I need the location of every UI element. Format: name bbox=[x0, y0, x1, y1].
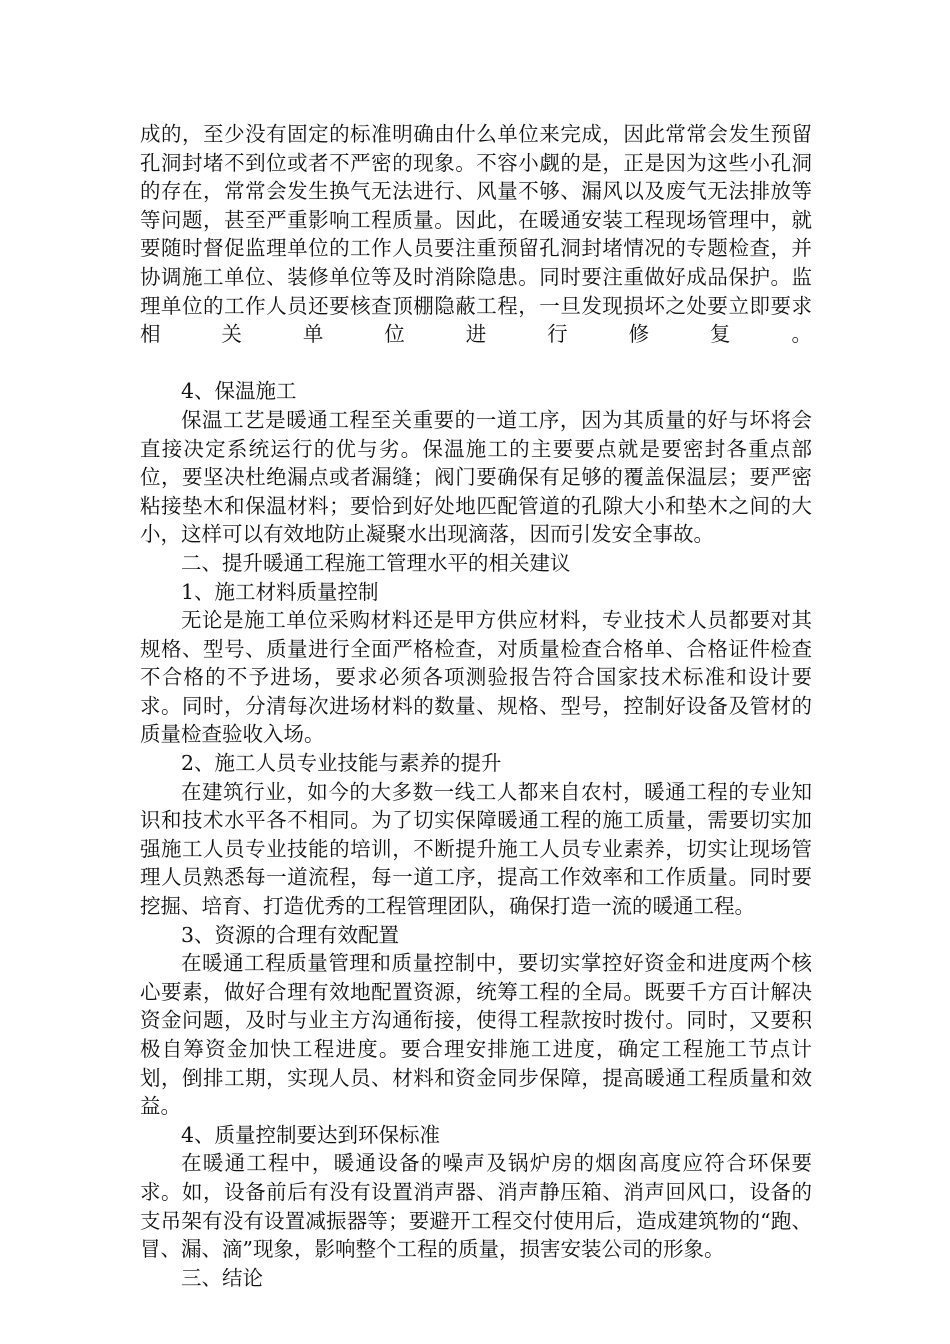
section-heading: 1、施工材料质量控制 bbox=[181, 579, 379, 604]
section-heading: 4、保温施工 bbox=[181, 379, 297, 404]
chapter-heading: 二、提升暖通工程施工管理水平的相关建议 bbox=[181, 550, 571, 575]
paragraph: 无论是施工单位采购材料还是甲方供应材料，专业技术人员都要对其规格、型号、质量进行全面严格检查，对质量检查合格单、合格证件检查不合格的不予进场，要求必须各项测验报告符合国家技术标准和设计要求。同时，分清每次进场材料的数量、规格、型号，控制好设备及管材的质量检查验收入场。 bbox=[140, 608, 812, 747]
section-heading: 4、质量控制要达到环保标准 bbox=[181, 1122, 441, 1147]
section-heading: 2、施工人员专业技能与素养的提升 bbox=[181, 751, 502, 776]
paragraph: 在暖通工程中，暖通设备的噪声及锅炉房的烟囱高度应符合环保要求。如，设备前后有没有设置消声器、消声静压箱、消声回风口，设备的支吊架有没有设置减振器等；要避开工程交付使用后，造成建筑物的“跑、冒、漏、滴”现象，影响整个工程的质量，损害安装公司的形象。 bbox=[140, 1151, 812, 1262]
document-body bbox=[140, 120, 812, 1292]
paragraph: 保温工艺是暖通工程至关重要的一道工序，因为其质量的好与坏将会直接决定系统运行的优与劣。保温施工的主要要点就是要密封各重点部位，要坚决杜绝漏点或者漏缝；阀门要确保有足够的覆盖保温层；要严密粘接垫木和保温材料；要恰到好处地匹配管道的孔隙大小和垫木之间的大小，这样可以有效地防止凝聚水出现滴落，因而引发安全事故。 bbox=[140, 407, 812, 547]
paragraph-continuation: 成的，至少没有固定的标准明确由什么单位来完成，因此常常会发生预留孔洞封堵不到位或者不严密的现象。不容小觑的是，正是因为这些小孔洞的存在，常常会发生换气无法进行、风量不够、漏风以及废气无法排放等等问题，甚至严重影响工程质量。因此，在暖通安装工程现场管理中，就要随时督促监理单位的工作人员要注重预留孔洞封堵情况的专题检查，并协调施工单位、装修单位等及时消除隐患。同时要注重做好成品保护。监理单位的工作人员还要核查顶棚隐蔽工程，一旦发现损坏之处要立即要求相关单位进行修复。 bbox=[140, 122, 812, 347]
paragraph-gap bbox=[140, 349, 812, 378]
section-heading: 3、资源的合理有效配置 bbox=[181, 922, 400, 947]
chapter-heading: 三、结论 bbox=[181, 1265, 263, 1290]
paragraph: 在建筑行业，如今的大多数一线工人都来自农村，暖通工程的专业知识和技术水平各不相同。为了切实保障暖通工程的施工质量，需要切实加强施工人员专业技能的培训，不断提升施工人员专业素养，切实让现场管理人员熟悉每一道流程，每一道工序，提高工作效率和工作质量。同时要挖掘、培育、打造优秀的工程管理团队，确保打造一流的暖通工程。 bbox=[140, 779, 812, 919]
paragraph: 在暖通工程质量管理和质量控制中，要切实掌控好资金和进度两个核心要素，做好合理有效地配置资源，统筹工程的全局。既要千方百计解决资金问题，及时与业主方沟通衔接，使得工程款按时拨付。同时，又要积极自筹资金加快工程进度。要合理安排施工进度，确定工程施工节点计划，倒排工期，实现人员、材料和资金同步保障，提高暖通工程质量和效益。 bbox=[140, 951, 812, 1119]
